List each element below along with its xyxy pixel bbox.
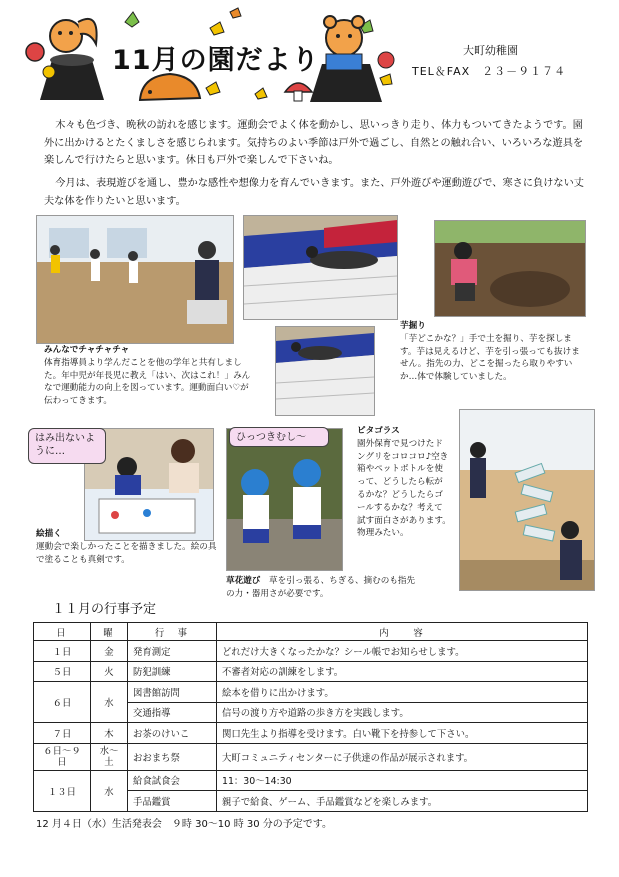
photo-digging [434,220,586,317]
row-detail: 信号の渡り方や道路の歩き方を実践します。 [217,702,588,723]
row-date: ６日～９日 [34,743,91,770]
row-detail: どれだけ大きくなったかな？シール帳でお知らせします。 [217,641,588,662]
row-day: 火 [91,661,128,682]
row-date: ６日 [34,682,91,723]
row-event: 防犯訓練 [128,661,217,682]
row-event: 交通指導 [128,702,217,723]
row-detail: 11：30～14:30 [217,770,588,791]
caption-chacha [44,344,256,408]
page-title: 11月の園だより [112,45,320,76]
row-detail: 不審者対応の訓練をします。 [217,661,588,682]
row-day: 金 [91,641,128,662]
photo-gym-dance [36,215,234,344]
row-day: 水～土 [91,743,128,770]
school-name: 大町幼稚園 [463,44,518,57]
speech-bubble-hittsuku: ひっつきむし～ [229,427,329,447]
caption-chacha-text: 体育指導員より学んだことを他の学年と共有しました。年中児が年長児に教え「はい、次はこれ！」みんなで運動能力の向上を図っています。運動面白い♡が伝わってきます。 [44,357,251,407]
photo-grass-play [226,428,343,571]
caption-imohori [400,320,585,384]
hedgehog-icon [140,74,200,100]
row-detail: 大町コミュニティセンターに子供達の作品が展示されます。 [217,743,588,770]
row-day: 水 [91,770,128,811]
table-row [34,641,588,662]
table-row [34,661,588,682]
row-event: おおまち祭 [128,743,217,770]
caption-imohori-title: 芋掘り [400,321,426,331]
row-detail: 絵本を借りに出かけます。 [217,682,588,703]
caption-kusabana [226,575,416,601]
row-detail: 関口先生より指導を受けます。白い靴下を持参して下さい。 [217,723,588,744]
schedule-table [33,622,588,812]
speech-bubble-hamidasu: はみ出ないように… [28,428,106,464]
table-row [34,770,588,791]
header-day: 曜 [91,623,128,641]
row-event: 発育測定 [128,641,217,662]
table-row [34,682,588,703]
table-header-row [34,623,588,641]
squirrel-stump-icon [26,19,104,100]
intro-paragraph-2: 今月は、表現遊びを通し、豊かな感性や想像力を育んでいきます。また、戸外遊びや運動遊びで、寒さに負けない丈夫な体を作りたいと思います。 [44,178,584,207]
header-event: 行 事 [128,623,217,641]
row-event: 手品鑑賞 [128,791,217,812]
footer-note: 12 月４日（水）生活発表会 ９時 30～10 時 30 分の予定です。 [36,819,332,830]
row-event: 図書館訪問 [128,682,217,703]
row-day: 水 [91,682,128,723]
bear-reading-icon [310,16,394,102]
schedule-title: １１月の行事予定 [52,602,157,617]
caption-ekaku-text: 運動会で楽しかったことを描きました。絵の具で塗ることも真剣です。 [36,541,217,565]
row-event: お茶のけいこ [128,723,217,744]
caption-kusabana-title: 草花遊び [226,576,261,586]
caption-pythagoras-text: 園外保育で見つけたドングリをコロコロ♪空き箱やペットボトルを使って、どうしたら転がるかな？どうしたらゴールするかな？考えて試す面白さがあります。物理みたい。 [357,438,451,539]
photo-mat-crawl [275,326,375,416]
row-date: １日 [34,641,91,662]
row-detail: 親子で給食、ゲーム、手品鑑賞などを楽しみます。 [217,791,588,812]
header-detail: 内 容 [217,623,588,641]
mushroom-icon [285,83,312,101]
caption-ekaku [36,528,218,566]
header-date: 日 [34,623,91,641]
school-phone: TEL＆FAX ２３－９１７４ [412,65,567,78]
caption-pythagoras [357,425,451,540]
caption-chacha-title: みんなでチャチャチャ [44,345,130,355]
caption-kusabana-text: 草を引っ張る、ちぎる、摘むのも指先の力・器用さが必要です。 [226,576,416,599]
photo-mat-play [243,215,398,320]
table-row [34,723,588,744]
row-event: 給食試食会 [128,770,217,791]
caption-imohori-text: 「芋どこかな？」手で土を掘り、芋を探します。芋は見えるけど、芋を引っ張っても抜けません。指先の力、どこを掘ったら取りやすいか…体で体験していました。 [400,333,580,383]
table-row [34,743,588,770]
intro-paragraph-1: 木々も色づき、晩秋の訪れを感じます。運動会でよく体を動かし、思いっきり走り、体力もついてきたようです。園外に出かけるとたくましさを感じられます。気持ちのよい季節は戸外で過ごし、自然との触れ合い、いろいろな遊具を楽しんで行けたらと思います。休日も戸外で楽しんで下さいね。 [44,120,584,166]
caption-ekaku-title: 絵描く [36,529,62,539]
row-date: １３日 [34,770,91,811]
row-day: 木 [91,723,128,744]
photo-pythagoras [459,409,595,591]
caption-pythagoras-title: ピタゴラス [357,426,400,436]
row-date: ５日 [34,661,91,682]
row-date: ７日 [34,723,91,744]
